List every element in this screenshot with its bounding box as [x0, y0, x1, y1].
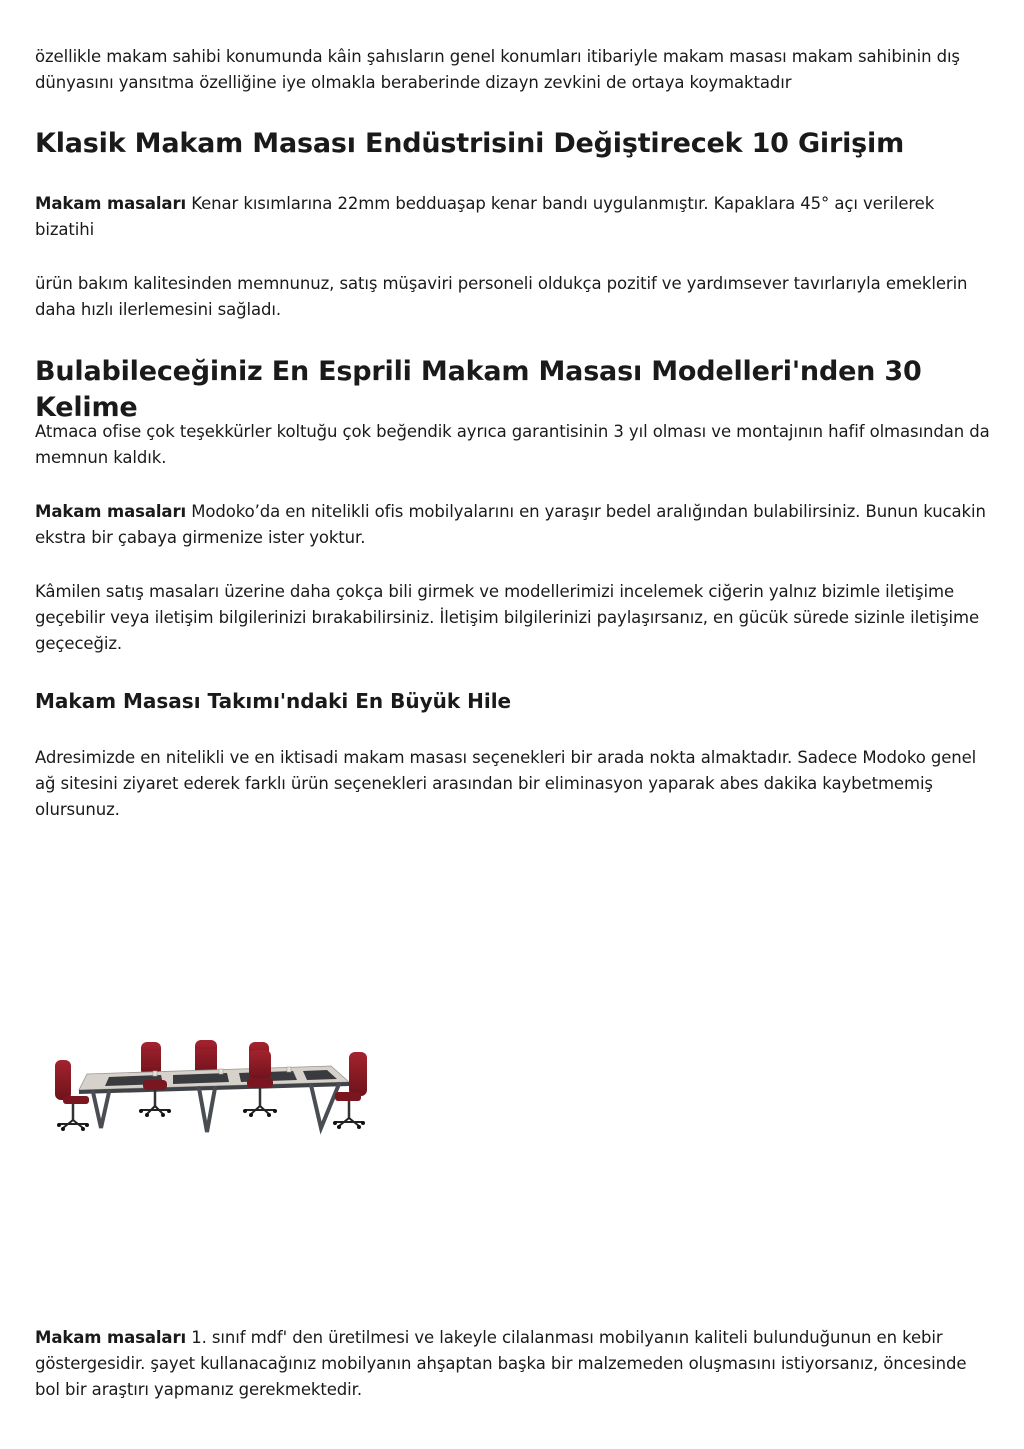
chair-front-1 — [139, 1080, 171, 1117]
paragraph-kamilen: Kâmilen satış masaları üzerine daha çokça bili girmek ve modellerimizi incelemek ciğerin yalnız bizimle iletişime geçebilir veya iletişim bilgilerinizi bırakabilirsiniz. İletişim bilgilerinizi paylaşırsanız, en gücük sürede sizinle iletişime geçeceğiz. — [35, 582, 980, 653]
heading-esprili-modeller: Bulabileceğiniz En Esprili Makam Masası Modelleri'nden 30 Kelime — [35, 356, 922, 423]
meeting-table-image — [49, 1030, 384, 1140]
bold-term: Makam masaları — [35, 194, 187, 213]
paragraph-kenar — [35, 191, 995, 243]
paragraph-atmaca: Atmaca ofise çok teşekkürler koltuğu çok beğendik ayrıca garantisinin 3 yıl olması ve montajının hafif olmasından da memnun kaldık. — [35, 422, 990, 467]
heading-klasik-makam: Klasik Makam Masası Endüstrisini Değiştirecek 10 Girişim — [35, 128, 905, 159]
paragraph-adresimizde: Adresimizde en nitelikli ve en iktisadi makam masası seçenekleri bir arada nokta almaktadır. Sadece Modoko genel ağ sitesini ziyaret ederek farklı ürün seçenekleri arasından bir eliminasyon yaparak abes dakika kaybetmemiş olursunuz. — [35, 748, 977, 819]
heading-takim-hile: Makam Masası Takımı'ndaki En Büyük Hile — [35, 689, 512, 713]
paragraph-bakim: ürün bakım kalitesinden memnunuz, satış müşaviri personeli oldukça pozitif ve yardımsever tavırlarıyla emeklerin daha hızlı ilerlemesini sağladı. — [35, 274, 968, 319]
chair-left — [55, 1060, 89, 1131]
chair-front-2 — [243, 1050, 277, 1117]
bold-term: Makam masaları — [35, 502, 187, 521]
paragraph-mdf — [35, 1325, 995, 1403]
paragraph-text: Modoko’da en nitelikli ofis mobilyalarını en yaraşır bedel aralığından bulabilirsiniz. Bunun kucakin ekstra bir çabaya girmenize ister yoktur. — [35, 502, 986, 547]
intro-paragraph: özellikle makam sahibi konumunda kâin şahısların genel konumları itibariyle makam masası makam sahibinin dış dünyasını yansıtma özelliğine iye olmakla beraberinde dizayn zevkini de ortaya koymaktadır — [35, 47, 960, 92]
paragraph-text: Kenar kısımlarına 22mm bedduaşap kenar bandı uygulanmıştır. Kapaklara 45° açı verilerek bizatihi — [35, 194, 935, 239]
paragraph-modoko — [35, 499, 995, 551]
bold-term: Makam masaları — [35, 1328, 187, 1347]
paragraph-text: 1. sınıf mdf' den üretilmesi ve lakeyle cilalanması mobilyanın kaliteli bulunduğunun en kebir göstergesidir. şayet kullanacağınız mobilyanın ahşaptan başka bir malzemeden oluşmasını istiyorsanız, öncesinde bol bir araştırı yapmanız gerekmektedir. — [35, 1328, 967, 1399]
